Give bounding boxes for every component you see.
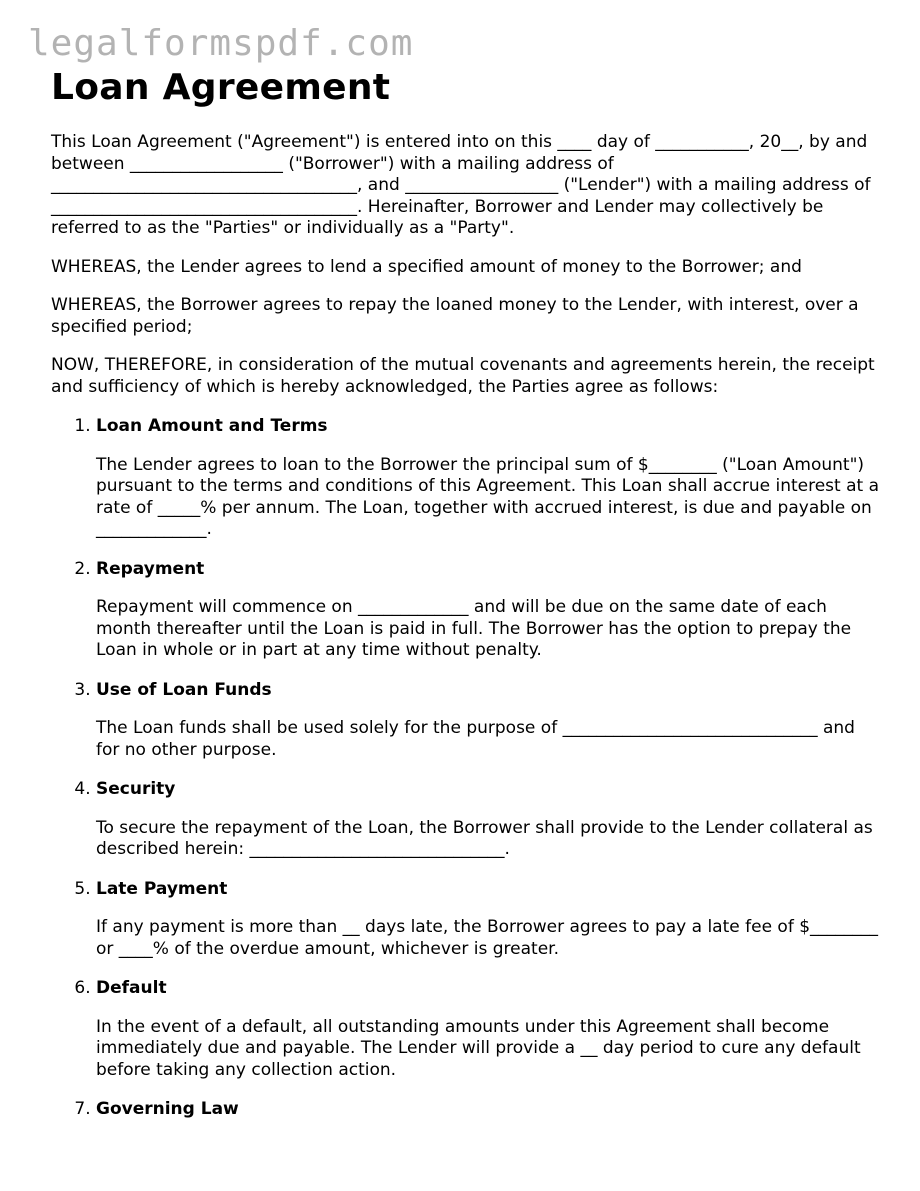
document-page — [51, 66, 881, 1139]
section-title: 7. Governing Law — [96, 1099, 239, 1119]
section-title: 4. Security — [96, 779, 176, 799]
section-title: 6. Default — [96, 978, 167, 998]
section-late-payment — [96, 879, 881, 961]
sections-list — [51, 416, 881, 1121]
section-body: The Lender agrees to loan to the Borrower the principal sum of $________ ("Loan Amount") pursuant to the terms and conditions of this Agreement. This Loan shall accrue interest at a rate of _____% per annum. The Loan, together with accrued interest, is due and payable on _____________. — [96, 454, 880, 539]
section-body: Repayment will commence on _____________ and will be due on the same date of each month thereafter until the Loan is paid in full. The Borrower has the option to prepay the Loan in whole or in part at any time without penalty. — [96, 597, 852, 660]
intro-paragraph: This Loan Agreement ("Agreement") is entered into on this ____ day of ___________, 20__, by and between __________________ ("Borrower") with a mailing address of ____________________________________, and __________________ ("Lender") with a mailing address of ____________________________________. Hereinafter, Borrower and Lender may collectively be referred to as the "Parties" or individually as a "Party". — [51, 132, 871, 238]
section-title: 1. Loan Amount and Terms — [96, 416, 328, 436]
page-title: Loan Agreement — [51, 67, 391, 108]
section-security — [96, 779, 881, 861]
watermark: legalformspdf.com — [28, 23, 414, 64]
whereas-paragraph-2: WHEREAS, the Borrower agrees to repay the loaned money to the Lender, with interest, over a specified period; — [51, 295, 859, 337]
section-governing-law — [96, 1099, 881, 1121]
section-body: In the event of a default, all outstanding amounts under this Agreement shall become immediately due and payable. The Lender will provide a __ day period to cure any default before taking any collection action. — [96, 1016, 861, 1080]
section-body: If any payment is more than __ days late, the Borrower agrees to pay a late fee of $________ or ____% of the overdue amount, whichever is greater. — [96, 917, 879, 959]
now-therefore-paragraph: NOW, THEREFORE, in consideration of the mutual covenants and agreements herein, the receipt and sufficiency of which is hereby acknowledged, the Parties agree as follows: — [51, 355, 875, 397]
section-body: To secure the repayment of the Loan, the Borrower shall provide to the Lender collateral as described herein: ______________________________. — [96, 817, 873, 859]
section-loan-amount — [96, 416, 881, 541]
section-title: 5. Late Payment — [96, 878, 228, 899]
section-body: The Loan funds shall be used solely for the purpose of ______________________________ and for no other purpose. — [96, 718, 855, 760]
whereas-paragraph-1: WHEREAS, the Lender agrees to lend a specified amount of money to the Borrower; and — [51, 256, 802, 277]
section-default — [96, 978, 881, 1081]
section-use-of-funds — [96, 680, 881, 762]
section-title: 3. Use of Loan Funds — [96, 679, 272, 700]
section-repayment — [96, 559, 881, 662]
section-title: 2. Repayment — [96, 558, 205, 579]
